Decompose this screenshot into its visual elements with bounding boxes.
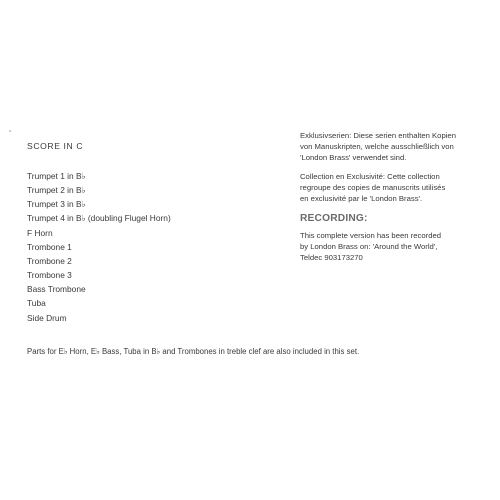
instrument-list [27, 169, 277, 325]
recording-details [300, 231, 495, 264]
text-line: en exclusivité par le 'London Brass'. [300, 193, 423, 203]
parts-note: Parts for E♭ Horn, E♭ Bass, Tuba in B♭ and Trombones in treble clef are also included in this set. [27, 347, 360, 356]
instrument-item: Tuba [27, 298, 46, 309]
instrument-item: F Horn [27, 227, 53, 238]
text-line: Teldec 903173270 [300, 253, 363, 263]
info-section [300, 131, 495, 264]
text-line: Exklusivserien: Diese serien enthalten Kopien [300, 131, 456, 140]
instrument-item: Trombone 2 [27, 255, 72, 266]
text-line: von Manuskripten, welche ausschließlich von [300, 141, 454, 151]
text-line: 'London Brass' verwendet sind. [300, 152, 407, 162]
text-line: This complete version has been recorded [300, 231, 442, 241]
score-section [27, 141, 277, 325]
text-line: Collection en Exclusivité: Cette collection [300, 171, 440, 181]
score-heading: SCORE IN C [27, 141, 84, 151]
exclusive-notice-french [300, 172, 495, 205]
instrument-item: Bass Trombone [27, 284, 86, 295]
instrument-item: Trumpet 1 in B♭ [27, 171, 86, 181]
instrument-item: Trombone 1 [27, 241, 72, 252]
recording-heading: RECORDING: [300, 213, 368, 225]
instrument-item: Side Drum [27, 312, 67, 323]
instrument-item: Trumpet 4 in B♭ (doubling Flugel Horn) [27, 213, 171, 224]
instrument-item: Trumpet 3 in B♭ [27, 199, 86, 210]
instrument-item: Trumpet 2 in B♭ [27, 185, 86, 196]
paper-speck [9, 130, 11, 132]
text-line: by London Brass on: 'Around the World', [300, 242, 438, 252]
text-line: regroupe des copies de manuscrits utilisés [300, 182, 446, 192]
exclusive-notice-german [300, 131, 495, 164]
instrument-item: Trombone 3 [27, 270, 72, 281]
